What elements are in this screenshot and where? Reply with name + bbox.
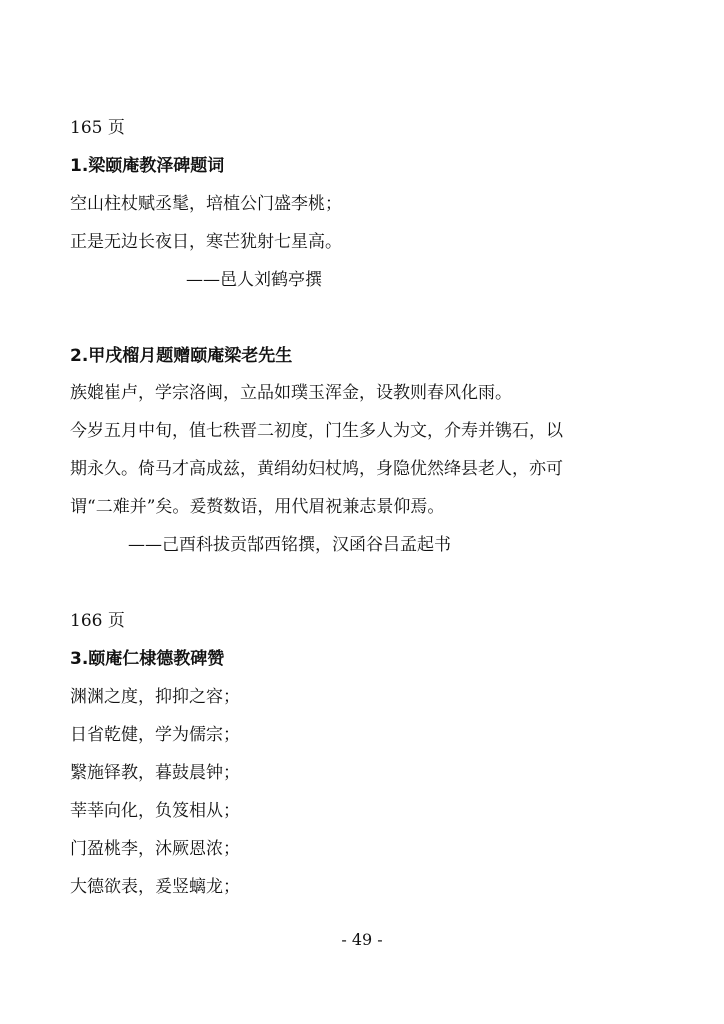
signature-1: ——邑人刘鹤亭撰 (186, 270, 322, 290)
page-number-footer: - 49 - (341, 930, 383, 949)
text-line: 谓“二难并”矣。爰赘数语，用代眉祝兼志景仰焉。 (70, 497, 445, 517)
verse-line: 日省乾健，学为儒宗； (70, 725, 240, 745)
verse-line: 大德欲表，爰竖螭龙； (70, 877, 240, 897)
poem-line: 空山柱杖赋丞髦，培植公门盛李桃； (70, 194, 342, 214)
text-line: 族媲崔卢，学宗洛闽，立品如璞玉浑金，设教则春风化雨。 (70, 383, 512, 403)
verse-line: 莘莘向化，负笈相从； (70, 801, 240, 821)
page-label-165: 165 页 (70, 118, 125, 138)
text-line: 期永久。倚马才高成兹，黄绢幼妇杖鸠，身隐优然绛县老人，亦可 (70, 459, 563, 479)
signature-2: ——己酉科拔贡郜西铭撰，汉函谷吕孟起书 (128, 535, 451, 555)
heading-2: 2.甲戌榴月题赠颐庵梁老先生 (70, 346, 293, 366)
page-label-166: 166 页 (70, 611, 125, 631)
heading-3: 3.颐庵仁棣德教碑赞 (70, 649, 225, 669)
heading-1: 1.梁颐庵教泽碑题词 (70, 156, 225, 176)
verse-line: 渊渊之度，抑抑之容； (70, 687, 240, 707)
poem-line: 正是无边长夜日，寒芒犹射七星高。 (70, 232, 342, 252)
verse-line: 门盈桃李，沐厥恩浓； (70, 839, 240, 859)
verse-line: 繄施铎教，暮鼓晨钟； (70, 763, 240, 783)
text-line: 今岁五月中旬，值七秩晋二初度，门生多人为文，介寿并镌石，以 (70, 421, 563, 441)
